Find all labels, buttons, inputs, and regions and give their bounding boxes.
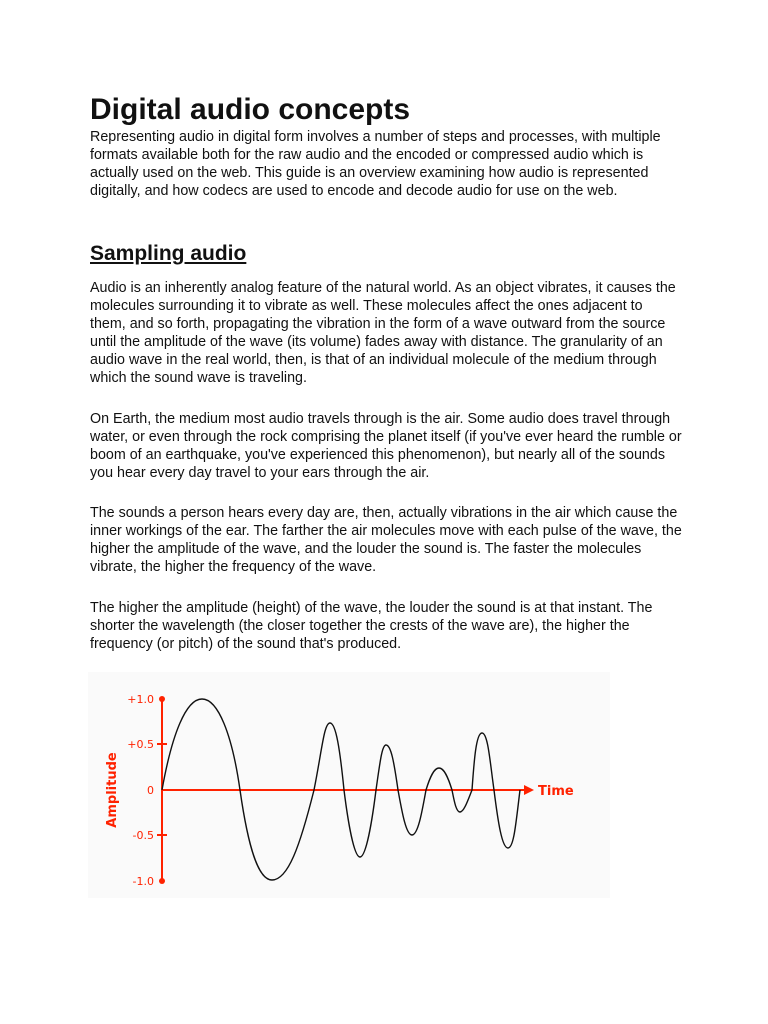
paragraph-1: Audio is an inherently analog feature of the natural world. As an object vibrates, it causes the molecules surrounding it to vibrate as well. These molecules affect the ones adjacent to them, and so forth, propagating the vibration in the form of a wave outward from the source until the amplitude of the wave (its volume) fades away with distance. The granularity of an audio wave in the real world, then, is that of an individual molecule of the medium through which the sound wave is traveling. [90, 280, 676, 386]
x-axis-label: Time [538, 784, 574, 799]
waveform-diagram [88, 672, 610, 898]
tick-label-plus-half: +0.5 [127, 738, 154, 751]
x-axis-arrow-icon [524, 785, 534, 795]
tick-label-minus-1: -1.0 [132, 875, 154, 888]
y-axis-bottom-dot [159, 878, 165, 884]
y-axis-label: Amplitude [105, 752, 120, 828]
intro-paragraph: Representing audio in digital form involves a number of steps and processes, with multiple formats available both for the raw audio and the encoded or compressed audio which is actually used on the web. This guide is an overview examining how audio is represented digitally, and how codecs are used to encode and decode audio for use on the web. [90, 129, 661, 199]
tick-label-zero: 0 [147, 784, 154, 797]
waveform-figure [88, 672, 610, 898]
y-axis-top-dot [159, 696, 165, 702]
tick-label-minus-half: -0.5 [132, 829, 154, 842]
page-title: Digital audio concepts [90, 93, 411, 126]
section-heading: Sampling audio [90, 242, 247, 265]
paragraph-2: On Earth, the medium most audio travels through is the air. Some audio does travel through water, or even through the rock comprising the planet itself (if you've ever heard the rumble or boom of an earthquake, you've experienced this phenomenon), but nearly all of the sounds you hear every day travel to your ears through the air. [90, 411, 682, 481]
tick-label-plus-1: +1.0 [127, 693, 154, 706]
paragraph-4: The higher the amplitude (height) of the wave, the louder the sound is at that instant. The shorter the wavelength (the closer together the crests of the wave are), the higher the frequency (or pitch) of the sound that's produced. [90, 600, 653, 652]
paragraph-3: The sounds a person hears every day are, then, actually vibrations in the air which cause the inner workings of the ear. The farther the air molecules move with each pulse of the wave, the higher the amplitude of the wave, and the louder the sound is. The faster the molecules vibrate, the higher the frequency of the wave. [90, 505, 682, 575]
